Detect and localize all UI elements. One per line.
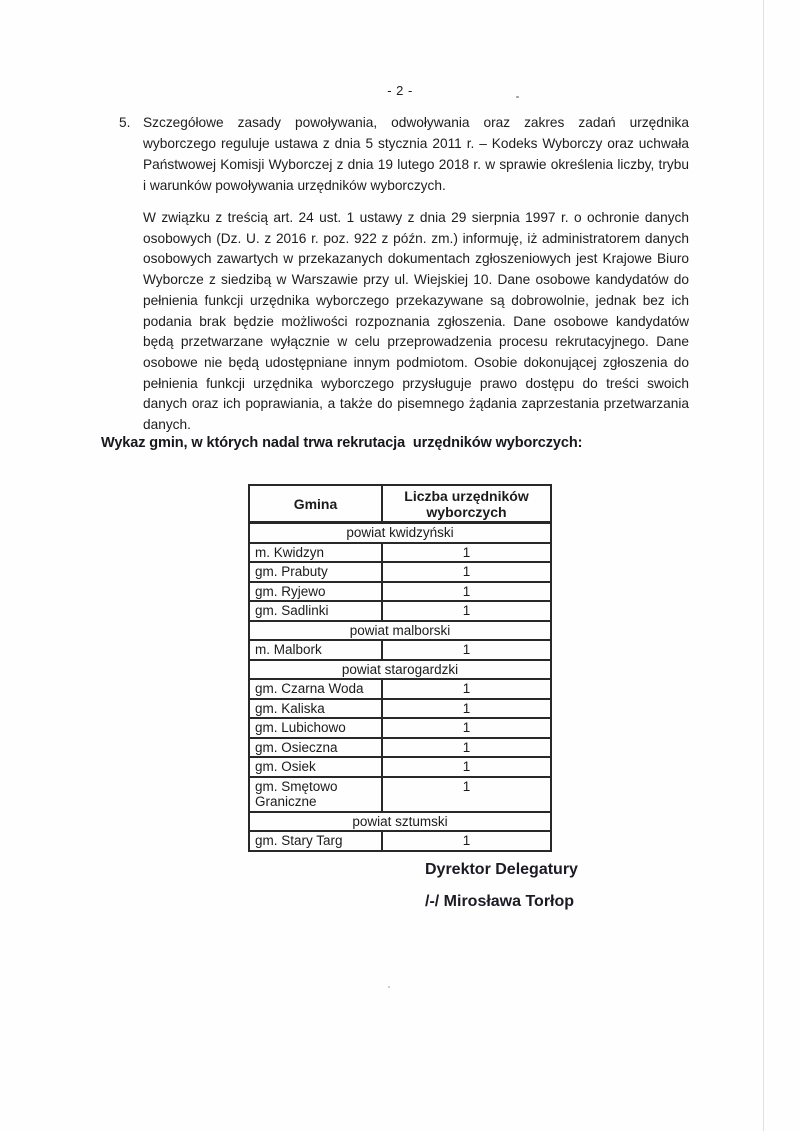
gmina-name: gm. Osiek [249,757,382,777]
gmina-name: m. Kwidzyn [249,543,382,563]
gmina-name: gm. Prabuty [249,562,382,582]
header-liczba-urzednikow: Liczba urzędników wyborczych [382,485,551,523]
scan-artifact-line [763,0,764,1131]
scan-artifact-dot [516,96,519,98]
powiat-section-label: powiat sztumski [249,812,551,832]
urzednik-count: 1 [382,738,551,758]
gmina-row [249,601,551,621]
list-heading: Wykaz gmin, w których nadal trwa rekrutacja urzędników wyborczych: [101,435,583,451]
urzednik-count: 1 [382,562,551,582]
gmina-name: gm. Lubichowo [249,718,382,738]
list-item-text: Szczegółowe zasady powoływania, odwoływania oraz zakres zadań urzędnika wyborczego reguluje ustawa z dnia 5 stycznia 2011 r. – Kodeks Wyborczy oraz uchwała Państwowej Komisji Wyborczej z dnia 19 lutego 2018 r. w sprawie określenia liczby, trybu i warunków powoływania urzędników wyborczych. [143,115,689,193]
table-header-row [249,485,551,523]
gmina-name: gm. Ryjewo [249,582,382,602]
gmina-name: gm. Sadlinki [249,601,382,621]
powiat-section-row [249,812,551,832]
gmina-row [249,757,551,777]
gmina-row [249,543,551,563]
signature-block [425,861,578,910]
gmina-row [249,562,551,582]
gmina-row [249,640,551,660]
urzednik-count: 1 [382,699,551,719]
gmina-row [249,777,551,812]
gmina-row [249,679,551,699]
powiat-section-label: powiat starogardzki [249,660,551,680]
urzednik-count: 1 [382,718,551,738]
gmina-name: gm. Czarna Woda [249,679,382,699]
data-protection-paragraph: W związku z treścią art. 24 ust. 1 ustawy z dnia 29 sierpnia 1997 r. o ochronie danych osobowych (Dz. U. z 2016 r. poz. 922 z późn. zm.) informuję, iż administratorem danych osobowych zawartych w przekazanych dokumentach zgłoszeniowych jest Krajowe Biuro Wyborcze z siedzibą w Warszawie przy ul. Wiejskiej 10. Dane osobowe kandydatów do pełnienia funkcji urzędnika wyborczego przekazywane są dobrowolnie, jednak bez ich podania brak będzie możliwości rozpoznania zgłoszenia. Dane osobowe kandydatów będą przetwarzane wyłącznie w celu przeprowadzenia procesu rekrutacyjnego. Dane osobowe nie będą udostępniane innym podmiotom. Osobie dokonującej zgłoszenia do pełnienia funkcji urzędnika wyborczego przysługuje prawo dostępu do treści swoich danych oraz ich poprawiania, a także do pisemnego żądania zaprzestania przetwarzania danych. [143,210,689,433]
gmina-row [249,699,551,719]
gmina-row [249,738,551,758]
powiat-section-label: powiat kwidzyński [249,523,551,543]
urzednik-count: 1 [382,543,551,563]
gmina-row [249,718,551,738]
urzednik-count: 1 [382,777,551,812]
gmina-name: gm. Smętowo Graniczne [249,777,382,812]
gmina-name: gm. Stary Targ [249,831,382,851]
gmina-table-body [249,523,551,851]
gmina-table [248,484,552,852]
signature-title: Dyrektor Delegatury [425,861,578,878]
powiat-section-row [249,621,551,641]
list-item-number: 5. [119,115,131,130]
page-number: - 2 - [387,83,413,98]
powiat-section-row [249,660,551,680]
gmina-name: gm. Kaliska [249,699,382,719]
list-item-5 [119,112,689,196]
urzednik-count: 1 [382,582,551,602]
urzednik-count: 1 [382,831,551,851]
urzednik-count: 1 [382,679,551,699]
gmina-name: m. Malbork [249,640,382,660]
urzednik-count: 1 [382,640,551,660]
gmina-row [249,582,551,602]
urzednik-count: 1 [382,601,551,621]
signature-name: /-/ Mirosława Torłop [425,893,575,910]
urzednik-count: 1 [382,757,551,777]
scan-artifact-dot [388,986,390,988]
gmina-name: gm. Osieczna [249,738,382,758]
powiat-section-label: powiat malborski [249,621,551,641]
powiat-section-row [249,523,551,543]
gmina-row [249,831,551,851]
header-gmina: Gmina [249,485,382,523]
